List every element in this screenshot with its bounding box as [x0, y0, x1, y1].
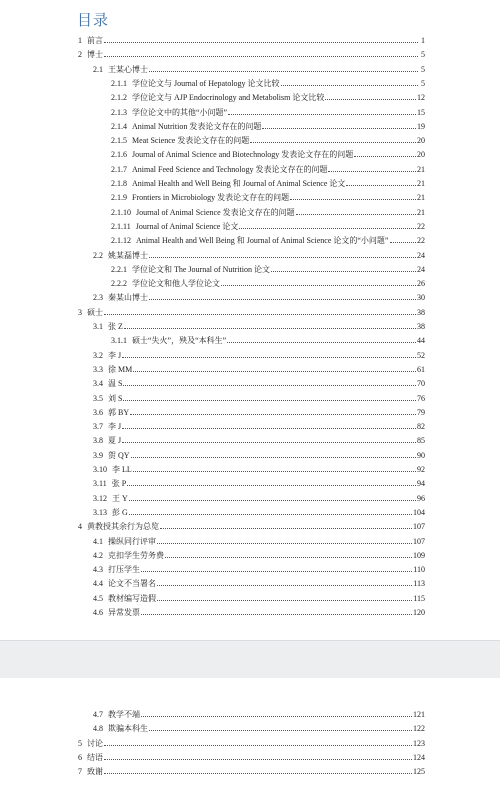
toc-entry-label [93, 577, 156, 590]
toc-leader-dots [122, 433, 416, 443]
toc-entry-label [93, 291, 148, 304]
toc-entry[interactable] [111, 333, 425, 346]
toc-entry-label [78, 751, 103, 764]
toc-entry-page: 22 [417, 221, 425, 231]
toc-leader-dots [157, 576, 412, 586]
toc-entry-title: Meat Science 发表论文存在的问题 [132, 136, 250, 146]
toc-entry-label [93, 406, 129, 419]
toc-entry-title: 结语 [87, 752, 103, 762]
toc-entry-label [111, 163, 327, 176]
toc-entry-number: 2.1.6 [111, 150, 127, 160]
toc-leader-dots [390, 233, 417, 243]
toc-entry-label [93, 722, 148, 735]
toc-entry-number: 4.7 [93, 710, 103, 719]
toc-entry-page: 122 [413, 724, 425, 734]
toc-entry-number: 2.1.4 [111, 121, 127, 131]
toc-entry-page: 79 [417, 407, 425, 417]
toc-entry-label [93, 535, 156, 548]
toc-entry-page: 94 [417, 479, 425, 489]
toc-entry-page: 92 [417, 465, 425, 474]
toc-entry[interactable] [93, 534, 425, 547]
toc-entry-page: 76 [417, 393, 425, 403]
toc-entry-label [93, 363, 132, 376]
toc-entry-label [111, 77, 280, 90]
toc-entry-label [111, 120, 261, 133]
toc-entry-page: 115 [413, 593, 425, 603]
toc-entry-label [93, 563, 140, 576]
toc-entry-page: 52 [417, 350, 425, 360]
toc-entry[interactable] [93, 605, 425, 618]
toc-entry-label [78, 520, 159, 533]
toc-entry-page: 20 [417, 150, 425, 160]
toc-entry[interactable] [111, 105, 425, 118]
toc-leader-dots [346, 176, 416, 186]
toc-entry-title: 操纵同行评审 [108, 536, 156, 546]
toc-entry-page: 21 [417, 193, 425, 203]
toc-entry-title: 夏 J [108, 436, 122, 446]
toc-entry-number: 3.10 [93, 465, 107, 474]
toc-entry[interactable] [93, 491, 425, 504]
toc-leader-dots [239, 219, 416, 229]
toc-leader-dots [228, 105, 416, 115]
toc-entry-number: 2.1.5 [111, 136, 127, 146]
toc-entry-page: 20 [417, 136, 425, 146]
toc-entry-page: 24 [417, 264, 425, 274]
toc-entry-label [93, 592, 156, 605]
toc-entry-number: 2.1.12 [111, 236, 131, 246]
toc-entry-title: Animal Feed Science and Technology 发表论文存在的问题 [132, 164, 328, 174]
toc-entry-label [93, 349, 121, 362]
toc-entry-label [78, 48, 103, 61]
toc-entry[interactable] [111, 219, 425, 232]
toc-leader-dots [281, 76, 418, 86]
toc-entry-number: 3.6 [93, 407, 103, 417]
toc-entry-number: 2.2.1 [111, 264, 127, 274]
toc-entry-page: 15 [417, 107, 425, 117]
toc-entry[interactable] [111, 233, 425, 246]
toc-entry-page: 5 [421, 50, 425, 60]
toc-entry[interactable] [93, 362, 425, 375]
toc-entry-label [111, 277, 220, 290]
toc-entry-title: Animal Health and Well Being 和 Journal of Animal Science 论文 [132, 179, 346, 188]
toc-entry-title: 教学不端 [108, 710, 140, 719]
toc-entry-label [93, 392, 122, 405]
toc-entry-number: 1 [78, 36, 82, 45]
toc-leader-dots [129, 491, 416, 501]
toc-entry-number: 2 [78, 50, 82, 60]
toc-entry[interactable] [93, 462, 425, 475]
toc-entry-number: 6 [78, 752, 82, 762]
toc-entry-title: 前言 [87, 36, 103, 45]
toc-entry-number: 3.3 [93, 364, 103, 374]
toc-entry-label [93, 708, 140, 721]
toc-entry[interactable] [78, 519, 425, 532]
toc-entry[interactable] [93, 448, 425, 461]
toc-leader-dots [262, 119, 416, 129]
toc-entry-page: 125 [413, 767, 425, 777]
toc-leader-dots [290, 190, 416, 200]
toc-entry[interactable] [93, 505, 425, 518]
toc-entry-title: 讨论 [87, 738, 103, 748]
toc-entry[interactable] [111, 276, 425, 289]
toc-entry-label [111, 148, 353, 161]
toc-entry[interactable] [111, 190, 425, 203]
toc-entry-label [93, 63, 148, 76]
toc-leader-dots [104, 736, 412, 746]
toc-leader-dots [122, 348, 416, 358]
toc-leader-dots [149, 248, 416, 258]
toc-leader-dots [104, 33, 418, 43]
toc-entry-page: 38 [417, 322, 425, 331]
toc-entry-page: 96 [417, 493, 425, 503]
toc-entry[interactable] [78, 305, 425, 318]
toc-leader-dots [157, 591, 412, 601]
toc-entry-title: 姚某磊博士 [108, 250, 148, 260]
toc-leader-dots [149, 290, 416, 300]
toc-leader-dots [227, 333, 416, 343]
toc-entry[interactable] [78, 33, 425, 46]
toc-entry-number: 3.9 [93, 450, 103, 460]
toc-leader-dots [104, 750, 412, 760]
toc-entry-number: 4.1 [93, 536, 103, 546]
toc-entry-number: 2.1.9 [111, 193, 127, 203]
toc-entry-title: 硕士 [87, 307, 103, 317]
toc-entry-title: Journal of Animal Science 论文 [135, 221, 239, 231]
toc-entry-label [111, 91, 324, 104]
toc-entry-label [93, 434, 121, 447]
toc-entry-title: 刘 S [108, 393, 123, 403]
toc-entry[interactable] [93, 591, 425, 604]
toc-entry-page: 12 [417, 93, 425, 103]
toc-entry-page: 124 [413, 752, 425, 762]
toc-entry-number: 2.1.2 [111, 93, 127, 103]
toc-entry-number: 2.1.11 [111, 221, 131, 231]
toc-entry-label [111, 220, 238, 233]
toc-entry[interactable] [93, 62, 425, 75]
toc-entry[interactable] [93, 721, 425, 734]
toc-leader-dots [141, 707, 412, 717]
toc-entry-label [111, 206, 295, 219]
toc-entry-title: 贺 QY [108, 450, 130, 460]
toc-entry[interactable] [78, 764, 425, 777]
toc-entry-title: Journal of Animal Science and Biotechnology 发表论文存在的问题 [132, 150, 354, 160]
toc-leader-dots [104, 305, 416, 315]
toc-entry-label [93, 477, 126, 490]
toc-entry-page: 70 [417, 379, 425, 389]
toc-leader-dots [221, 276, 416, 286]
toc-leader-dots [133, 462, 416, 472]
toc-entry-page: 22 [417, 236, 425, 246]
toc-entry-page: 21 [417, 164, 425, 174]
toc-entry-number: 3 [78, 307, 82, 317]
toc-leader-dots [157, 534, 412, 544]
toc-entry-number: 4.3 [93, 565, 103, 575]
toc-entry-page: 5 [421, 78, 425, 88]
toc-entry-title: 论文不当署名 [108, 579, 156, 589]
toc-entry[interactable] [111, 262, 425, 275]
toc-entry-page: 19 [417, 121, 425, 131]
toc-entry-label [93, 492, 128, 505]
toc-leader-dots [104, 764, 412, 774]
toc-entry-label [93, 377, 122, 390]
toc-entry[interactable] [78, 736, 425, 749]
toc-entry-label [78, 765, 103, 778]
toc-entry-title: 异常发票 [108, 608, 140, 617]
toc-entry-label [93, 320, 123, 333]
toc-entry-number: 4.5 [93, 593, 103, 603]
toc-entry-label [78, 306, 103, 319]
toc-entry[interactable] [93, 476, 425, 489]
toc-entry[interactable] [93, 248, 425, 261]
toc-entry-number: 2.2.2 [111, 279, 127, 289]
toc-entry-number: 2.2 [93, 250, 103, 260]
toc-entry-label [93, 249, 148, 262]
toc-entry-title: 欺骗本科生 [108, 724, 148, 734]
toc-entry-label [93, 549, 164, 562]
toc-entry-number: 3.12 [93, 493, 107, 503]
toc-entry-number: 4 [78, 522, 82, 532]
toc-entry-title: 学位论文与 Journal of Hepatology 论文比较 [132, 78, 280, 88]
toc-entry-label [93, 506, 128, 519]
toc-leader-dots [325, 90, 416, 100]
toc-leader-dots [124, 319, 416, 329]
toc-entry-title: 教材编写造假 [108, 593, 156, 603]
toc-entry-page: 21 [417, 207, 425, 217]
toc-leader-dots [129, 505, 412, 515]
toc-entry-title: 博士 [87, 50, 103, 60]
toc-entry-page: 82 [417, 422, 425, 432]
toc-entry-label [78, 34, 103, 47]
toc-entry-number: 2.3 [93, 293, 103, 303]
toc-entry-title: 温 S [108, 379, 123, 389]
toc-page-2 [0, 678, 500, 796]
toc-entry-title: 学位论文和他人学位论文 [132, 279, 220, 289]
toc-entry[interactable] [93, 348, 425, 361]
toc-entry-number: 3.5 [93, 393, 103, 403]
toc-entry-number: 5 [78, 738, 82, 748]
toc-leader-dots [328, 162, 416, 172]
toc-entry-label [111, 191, 289, 204]
toc-entry-title: 张 P [111, 479, 127, 489]
toc-entry-number: 3.2 [93, 350, 103, 360]
toc-entry-page: 61 [417, 364, 425, 374]
page-separator [0, 640, 500, 680]
toc-entry-number: 3.7 [93, 422, 103, 432]
toc-entry-title: 王某心博士 [108, 64, 148, 74]
toc-entry[interactable] [111, 133, 425, 146]
toc-entry-page: 113 [413, 579, 425, 589]
toc-entry-page: 26 [417, 279, 425, 289]
toc-leader-dots [149, 721, 412, 731]
toc-entry-title: Animal Health and Well Being 和 Journal of Animal Science 论文的“小问题” [136, 236, 389, 246]
toc-entry-title: 学位论文中的其他“小问题” [132, 107, 228, 117]
toc-entry[interactable] [78, 47, 425, 60]
toc-entry-title: Animal Nutrition 发表论文存在的问题 [132, 121, 262, 131]
toc-entry-title: 致谢 [87, 767, 103, 777]
toc-leader-dots [130, 405, 416, 415]
toc-entry-title: 李 J [108, 350, 122, 360]
toc-leader-dots [250, 133, 416, 143]
toc-entry-page: 90 [417, 450, 425, 460]
toc-leader-dots [165, 548, 412, 558]
toc-entry-title: 秦某山博士 [108, 293, 148, 303]
toc-entry-title: 彭 G [112, 507, 128, 517]
toc-entry[interactable] [93, 391, 425, 404]
toc-entry-label [111, 134, 249, 147]
toc-entry-number: 4.2 [93, 550, 103, 560]
toc-entry-title: 打压学生 [108, 565, 140, 575]
toc-entry[interactable] [111, 90, 425, 103]
toc-entry-page: 44 [417, 336, 425, 346]
toc-entry-label [93, 420, 121, 433]
toc-entry-label [111, 106, 227, 119]
toc-entry-title: 李 J [108, 422, 122, 432]
toc-entry[interactable] [93, 433, 425, 446]
toc-entry-number: 4.4 [93, 579, 103, 589]
toc-entry[interactable] [93, 376, 425, 389]
toc-entry-page: 123 [413, 738, 425, 748]
toc-entry-label [93, 463, 132, 476]
toc-entry-label [78, 737, 103, 750]
toc-leader-dots [141, 562, 412, 572]
toc-entry-page: 109 [413, 550, 425, 560]
toc-entry-page: 1 [421, 36, 425, 45]
toc-entry-page: 121 [413, 710, 425, 719]
toc-entry-number: 2.1.7 [111, 164, 127, 174]
toc-entry-title: 学位论文与 AJP Endocrinology and Metabolism 论文比较 [132, 93, 325, 103]
toc-entry[interactable] [78, 750, 425, 763]
toc-leader-dots [104, 47, 418, 57]
toc-entry[interactable] [111, 119, 425, 132]
toc-leader-dots [133, 362, 416, 372]
toc-entry-title: 李 LL [112, 465, 132, 474]
toc-entry-page: 104 [413, 507, 425, 517]
toc-entry[interactable] [93, 548, 425, 561]
toc-entry-title: 克扣学生劳务费 [108, 550, 164, 560]
toc-entry-page: 21 [417, 179, 425, 188]
toc-entry-number: 4.8 [93, 724, 103, 734]
toc-entry-number: 7 [78, 767, 82, 777]
toc-entry-title: 郭 BY [108, 407, 130, 417]
toc-entry-number: 2.1.10 [111, 207, 131, 217]
toc-entry-title: 学位论文和 The Journal of Nutrition 论文 [132, 264, 270, 274]
toc-entry-title: 王 Y [112, 493, 128, 503]
toc-leader-dots [271, 262, 416, 272]
toc-entry-number: 3.1.1 [111, 336, 127, 346]
toc-entry[interactable] [111, 205, 425, 218]
toc-leader-dots [296, 205, 416, 215]
toc-entry-number: 2.1.3 [111, 107, 127, 117]
toc-entry-label [111, 334, 226, 347]
toc-leader-dots [131, 448, 416, 458]
toc-entry-title: Journal of Animal Science 发表论文存在的问题 [136, 207, 295, 217]
toc-entry-page: 30 [417, 293, 425, 303]
toc-entry-number: 2.1 [93, 64, 103, 74]
toc-entry-page: 24 [417, 250, 425, 260]
toc-entry[interactable] [93, 562, 425, 575]
toc-entry-label [93, 449, 130, 462]
toc-entry[interactable] [111, 162, 425, 175]
toc-leader-dots [354, 147, 416, 157]
toc-entry[interactable] [111, 76, 425, 89]
toc-leader-dots [149, 62, 418, 72]
toc-entry-page: 120 [413, 608, 425, 617]
toc-entry-title: 黄教授其余行为总览 [87, 522, 159, 532]
toc-entry-label [111, 263, 270, 276]
toc-entry-page: 110 [413, 565, 425, 575]
toc-entry[interactable] [111, 176, 425, 189]
toc-entry-page: 107 [413, 522, 425, 532]
toc-entry-label [111, 234, 389, 247]
toc-entry-label [111, 177, 345, 190]
toc-entry-title: 张 Z [108, 322, 123, 331]
toc-entry-title: Frontiers in Microbiology 发表论文存在的问题 [132, 193, 290, 203]
toc-title: 目录 [77, 11, 110, 29]
toc-entry[interactable] [111, 147, 425, 160]
toc-entry-number: 3.8 [93, 436, 103, 446]
toc-leader-dots [127, 476, 416, 486]
toc-entry-page: 38 [417, 307, 425, 317]
toc-entry-number: 3.11 [93, 479, 107, 489]
toc-leader-dots [141, 605, 412, 615]
toc-entry[interactable] [93, 707, 425, 720]
toc-entry-number: 3.13 [93, 507, 107, 517]
toc-leader-dots [123, 376, 416, 386]
toc-leader-dots [122, 419, 416, 429]
toc-entry-title: 硕士“失火”，殃及“本科生” [132, 336, 227, 346]
toc-entry-page: 107 [413, 536, 425, 546]
toc-entry-number: 2.1.1 [111, 78, 127, 88]
toc-entry-page: 85 [417, 436, 425, 446]
toc-entry-number: 2.1.8 [111, 179, 127, 188]
toc-entry-title: 徐 MM [108, 364, 133, 374]
toc-entry[interactable] [93, 319, 425, 332]
toc-entry[interactable] [93, 290, 425, 303]
toc-entry-page: 5 [421, 64, 425, 74]
toc-entry-label [93, 606, 140, 619]
toc-leader-dots [160, 519, 412, 529]
toc-leader-dots [123, 391, 416, 401]
toc-entry-number: 4.6 [93, 608, 103, 617]
toc-entry[interactable] [93, 419, 425, 432]
toc-entry[interactable] [93, 576, 425, 589]
toc-entry-number: 3.1 [93, 322, 103, 331]
toc-entry[interactable] [93, 405, 425, 418]
toc-entry-number: 3.4 [93, 379, 103, 389]
